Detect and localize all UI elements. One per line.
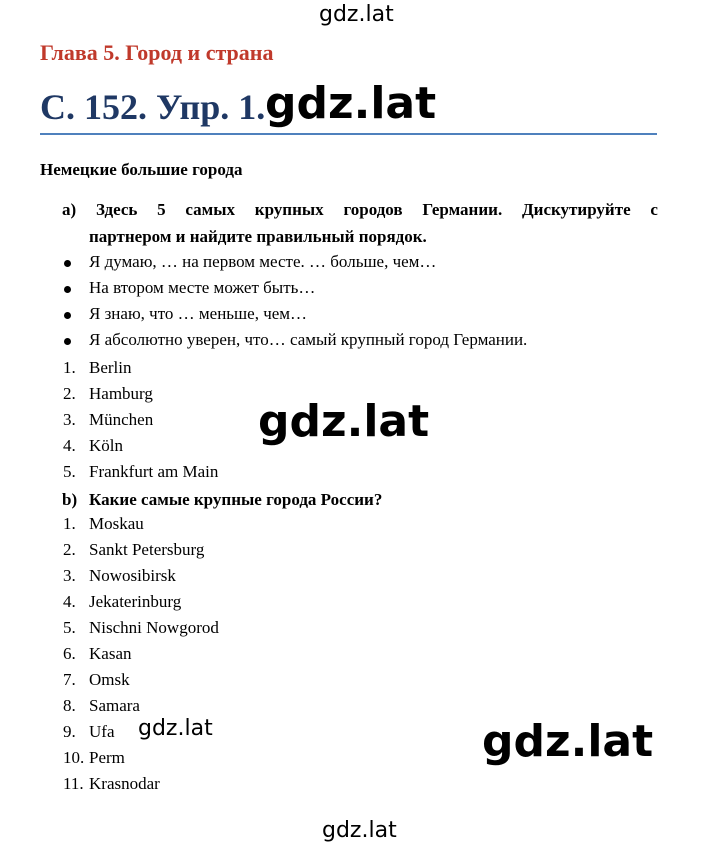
task-a-word: городов (343, 200, 403, 219)
watermark: gdz.lat (265, 78, 437, 129)
watermark: gdz.lat (258, 396, 430, 447)
list-number: 2. (63, 384, 76, 403)
list-number: 5. (63, 618, 76, 637)
russia-city: Perm (89, 748, 125, 767)
russia-city: Ufa (89, 722, 115, 741)
task-a-word: самых (185, 200, 236, 219)
list-number: 4. (63, 592, 76, 611)
watermark: gdz.lat (322, 818, 397, 843)
task-a-word: Дискутируйте (521, 200, 631, 219)
task-b (62, 490, 382, 510)
russia-city: Nowosibirsk (89, 566, 176, 585)
russia-city: Jekaterinburg (89, 592, 182, 611)
bullet-icon (64, 312, 71, 319)
task-b-label: b) (62, 490, 78, 509)
germany-city: Köln (89, 436, 123, 455)
russia-city: Kasan (89, 644, 132, 663)
list-number: 5. (63, 462, 76, 481)
list-number: 4. (63, 436, 76, 455)
russia-city: Krasnodar (89, 774, 160, 793)
bullet-icon (64, 260, 71, 267)
bullet-icon (64, 338, 71, 345)
title-divider (40, 133, 657, 135)
russia-city: Omsk (89, 670, 130, 689)
section-subheading: Немецкие большие города (40, 160, 243, 179)
exercise-title: С. 152. Упр. 1. (40, 87, 266, 127)
task-b-text: Какие самые крупные города России? (89, 490, 383, 509)
task-a-word: с (650, 200, 658, 219)
watermark: gdz.lat (138, 716, 213, 741)
bullet-item: На втором месте может быть… (89, 278, 316, 297)
list-number: 10. (63, 748, 85, 767)
germany-city: München (89, 410, 154, 429)
russia-city: Nischni Nowgorod (89, 618, 219, 637)
germany-city: Frankfurt am Main (89, 462, 219, 481)
list-number: 1. (63, 514, 76, 533)
chapter-title: Глава 5. Город и страна (40, 40, 274, 65)
germany-city: Hamburg (89, 384, 153, 403)
bullet-item: Я абсолютно уверен, что… самый крупный город Германии. (89, 330, 528, 349)
watermark: gdz.lat (319, 2, 394, 27)
russia-city: Moskau (89, 514, 144, 533)
bullet-item: Я думаю, … на первом месте. … больше, чем… (89, 252, 437, 271)
task-a-line-1 (62, 200, 658, 220)
russia-city: Sankt Petersburg (89, 540, 205, 559)
task-a-word: Германии. (422, 200, 503, 219)
bullet-item: Я знаю, что … меньше, чем… (89, 304, 308, 323)
russia-city: Samara (89, 696, 140, 715)
task-a-word: крупных (254, 200, 324, 219)
task-a-word: 5 (157, 200, 166, 219)
list-number: 11. (63, 774, 84, 793)
list-number: 1. (63, 358, 76, 377)
list-number: 7. (63, 670, 76, 689)
list-number: 8. (63, 696, 76, 715)
list-number: 9. (63, 722, 76, 741)
list-number: 3. (63, 410, 76, 429)
task-a-word: Здесь (95, 200, 138, 219)
bullet-icon (64, 286, 71, 293)
watermark: gdz.lat (482, 716, 654, 767)
list-number: 3. (63, 566, 76, 585)
task-a-line-2: партнером и найдите правильный порядок. (89, 227, 427, 246)
germany-city: Berlin (89, 358, 132, 377)
list-number: 2. (63, 540, 76, 559)
task-a-label: a) (62, 200, 77, 219)
list-number: 6. (63, 644, 76, 663)
